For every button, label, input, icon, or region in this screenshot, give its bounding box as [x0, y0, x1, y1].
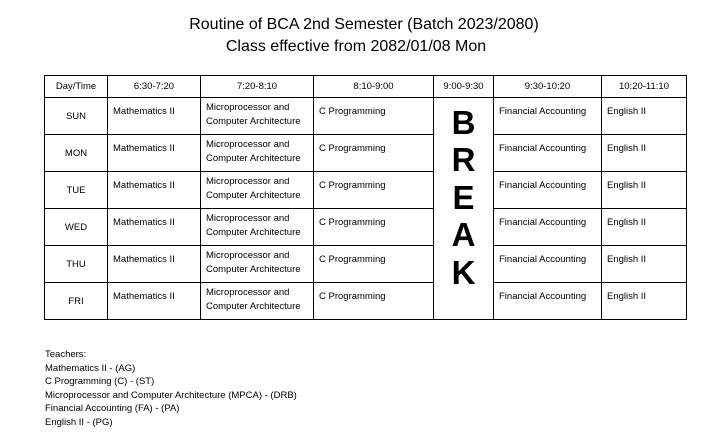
- page-title: Routine of BCA 2nd Semester (Batch 2023/2080): [189, 16, 539, 33]
- page-subtitle: Class effective from 2082/01/08 Mon: [225, 38, 487, 55]
- subject-cell-c-programming: C Programming: [314, 209, 434, 246]
- subject-cell-c-programming: C Programming: [314, 135, 434, 172]
- break-cell: [434, 98, 494, 320]
- subject-cell-mpca: Microprocessor and Computer Architecture: [201, 209, 314, 246]
- subject-cell-english: English II: [602, 209, 687, 246]
- subject-cell-financial-accounting: Financial Accounting: [494, 246, 602, 283]
- table-row-mon: [45, 135, 687, 172]
- subject-cell-c-programming: C Programming: [314, 98, 434, 135]
- subject-cell-mpca: Microprocessor and Computer Architecture: [201, 172, 314, 209]
- day-cell: FRI: [45, 283, 108, 320]
- teacher-item: Microprocessor and Computer Architecture (MPCA) - (DRB): [45, 389, 297, 401]
- subject-cell-english: English II: [602, 172, 687, 209]
- subject-cell-mathematics: Mathematics II: [108, 98, 201, 135]
- teacher-item: Financial Accounting (FA) - (PA): [45, 403, 180, 414]
- subject-cell-financial-accounting: Financial Accounting: [494, 135, 602, 172]
- column-header-break: 9:00-9:30: [434, 76, 494, 98]
- table-row-sun: [45, 98, 687, 135]
- subject-cell-financial-accounting: Financial Accounting: [494, 283, 602, 320]
- subject-cell-english: English II: [602, 283, 687, 320]
- subject-cell-mathematics: Mathematics II: [108, 246, 201, 283]
- day-cell: TUE: [45, 172, 108, 209]
- subject-cell-mpca: Microprocessor and Computer Architecture: [201, 98, 314, 135]
- table-row-thu: [45, 246, 687, 283]
- subject-cell-financial-accounting: Financial Accounting: [494, 98, 602, 135]
- teachers-list: [45, 348, 297, 429]
- column-header-period-5: 9:30-10:20: [494, 76, 602, 98]
- subject-cell-mathematics: Mathematics II: [108, 283, 201, 320]
- subject-cell-english: English II: [602, 246, 687, 283]
- teacher-item: Mathematics II - (AG): [45, 362, 136, 374]
- teachers-heading: Teachers:: [45, 349, 87, 360]
- column-header-period-2: 7:20-8:10: [201, 76, 314, 98]
- table-row-wed: [45, 209, 687, 246]
- subject-cell-english: English II: [602, 98, 687, 135]
- subject-cell-financial-accounting: Financial Accounting: [494, 209, 602, 246]
- subject-cell-mathematics: Mathematics II: [108, 172, 201, 209]
- routine-table: [44, 75, 687, 320]
- day-cell: SUN: [45, 98, 108, 135]
- column-header-day-time: Day/Time: [45, 76, 108, 98]
- table-row-fri: [45, 283, 687, 320]
- teacher-item: English II - (PG): [45, 416, 113, 428]
- column-header-period-6: 10:20-11:10: [602, 76, 687, 98]
- subject-cell-mpca: Microprocessor and Computer Architecture: [201, 135, 314, 172]
- subject-cell-financial-accounting: Financial Accounting: [494, 172, 602, 209]
- day-cell: THU: [45, 246, 108, 283]
- subject-cell-mpca: Microprocessor and Computer Architecture: [201, 246, 314, 283]
- subject-cell-c-programming: C Programming: [314, 246, 434, 283]
- header-row: [45, 76, 687, 98]
- subject-cell-c-programming: C Programming: [314, 172, 434, 209]
- subject-cell-mpca: Microprocessor and Computer Architecture: [201, 283, 314, 320]
- teacher-item: C Programming (C) - (ST): [45, 376, 155, 387]
- column-header-period-3: 8:10-9:00: [314, 76, 434, 98]
- table-row-tue: [45, 172, 687, 209]
- column-header-period-1: 6:30-7:20: [108, 76, 201, 98]
- day-cell: WED: [45, 209, 108, 246]
- day-cell: MON: [45, 135, 108, 172]
- subject-cell-mathematics: Mathematics II: [108, 209, 201, 246]
- break-label: B R E A K: [451, 104, 476, 291]
- subject-cell-english: English II: [602, 135, 687, 172]
- subject-cell-mathematics: Mathematics II: [108, 135, 201, 172]
- subject-cell-c-programming: C Programming: [314, 283, 434, 320]
